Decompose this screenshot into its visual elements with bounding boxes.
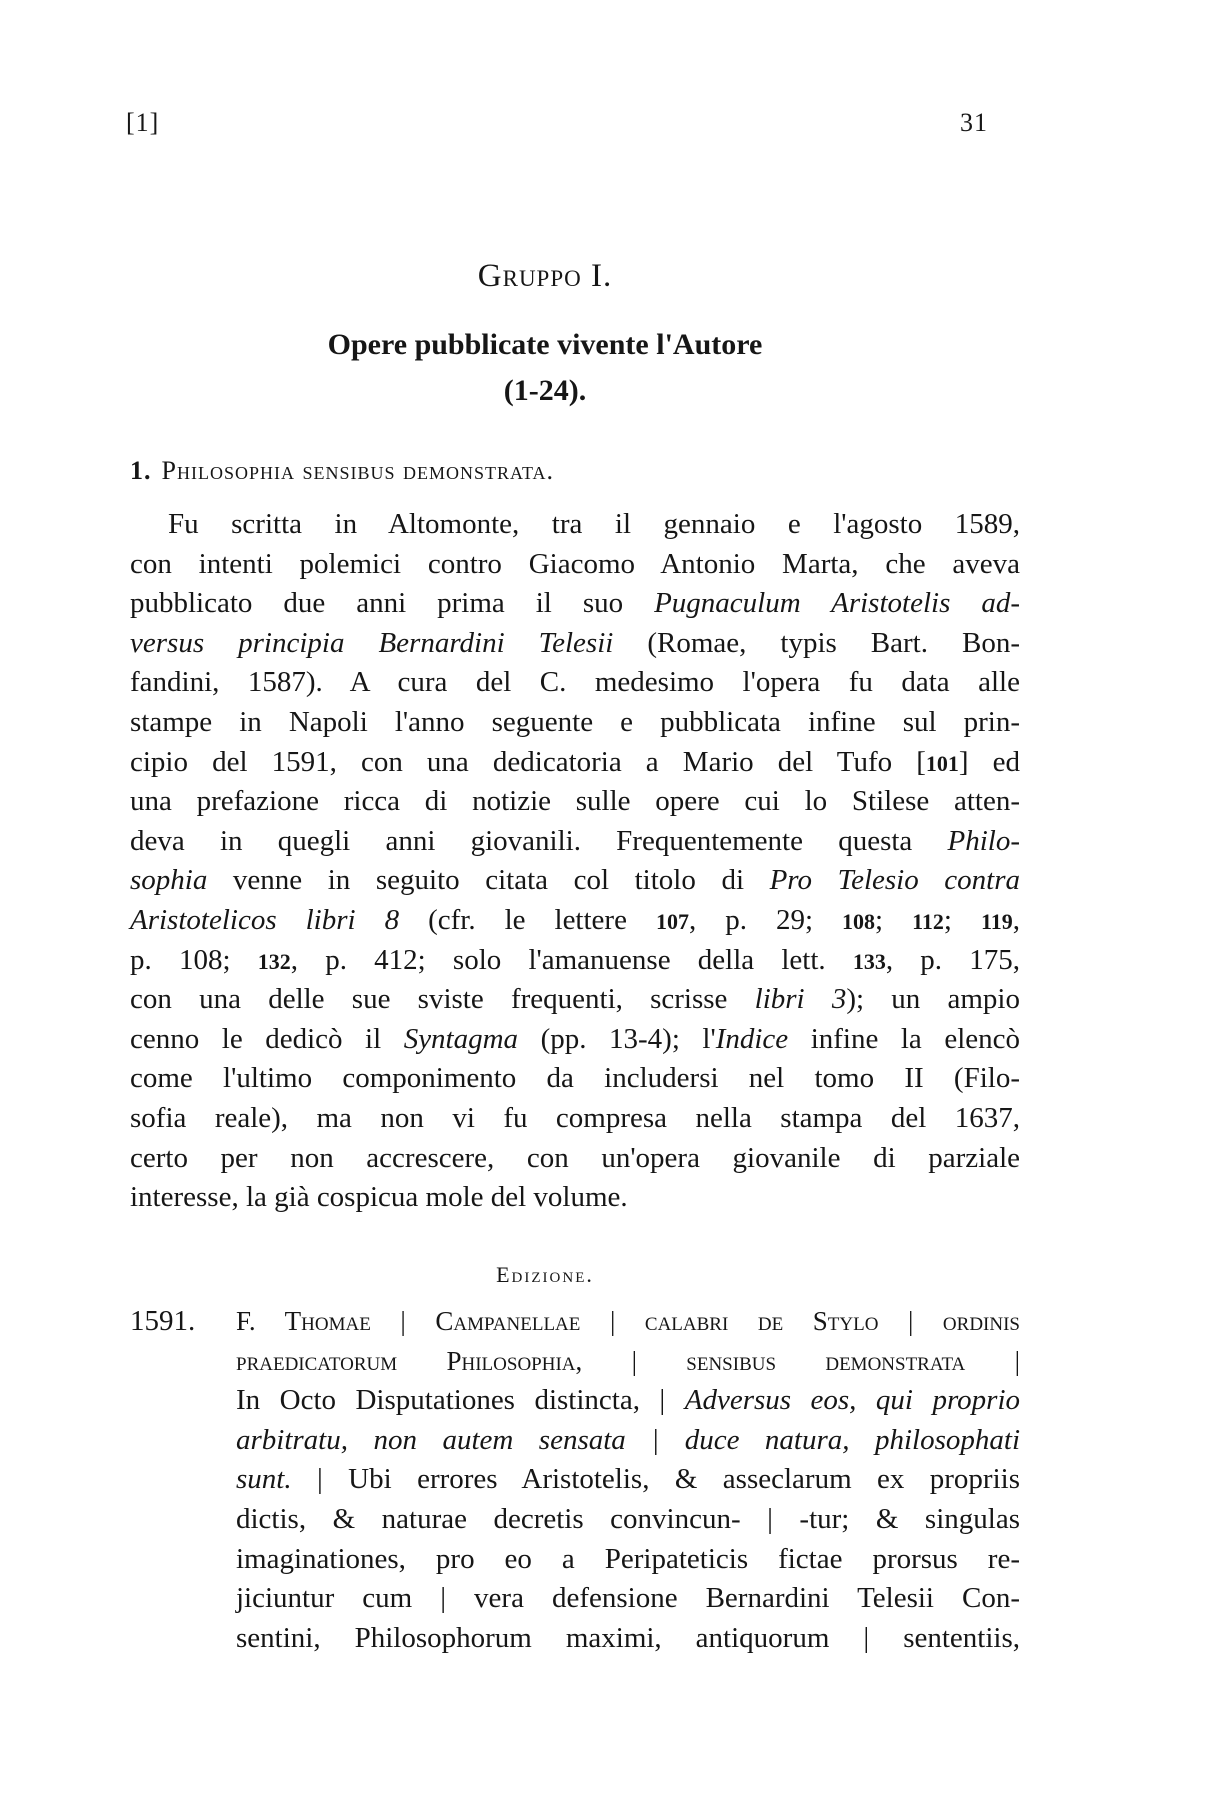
text-line: sophia venne in seguito citata col titolo di Pro Telesio contra [130,864,1021,897]
letter-reference: 107 [655,908,689,934]
text-line: In Octo Disputationes distincta, | Adversus eos, qui proprio [236,1384,1021,1417]
text-line: Fu scritta in Altomonte, tra il gennaio e l'agosto 1589, [168,508,1020,540]
text-line: sentini, Philosophorum maximi, antiquorum | sententiis, [236,1621,1020,1654]
text-line: cipio del 1591, con una dedicatoria a Mario del Tufo [101] ed [130,745,1021,778]
italic-title: Indice [715,1022,789,1055]
letter-reference: 132 [257,948,291,974]
text-line: Aristotelicos libri 8 (cfr. le lettere 107, p. 29; 108; 112; 119, [130,903,1021,936]
letter-reference: 133 [852,948,886,974]
text-line: con una delle sue sviste frequenti, scrisse libri 3); un ampio [130,983,1020,1016]
italic-title: Syntagma [403,1022,519,1055]
group-subtitle [0,322,1090,414]
entry-number: 1. [130,456,152,485]
italic-title: Adversus eos, qui proprio [684,1384,1021,1417]
text-line: pubblicato due anni prima il suo Pugnaculum Aristotelis ad- [130,587,1020,620]
italic-title: Pugnaculum Aristotelis ad- [654,587,1020,620]
entry-title: Philosophia sensibus demonstrata. [161,456,555,485]
entry-heading [130,456,554,486]
text-line: jiciuntur cum | vera defensione Bernardini Telesii Con- [236,1582,1020,1615]
edition-year: 1591. [130,1305,196,1337]
text-line: imaginationes, pro eo a Peripateticis fictae prorsus re- [236,1542,1020,1575]
letter-reference: 101 [925,750,959,776]
italic-title: sophia [130,864,208,897]
italic-title: Aristotelicos libri 8 [130,903,400,936]
body-paragraph [130,505,1020,1218]
text-line: versus principia Bernardini Telesii (Romae, typis Bart. Bon- [130,626,1020,659]
text-line: interesse, la già cospicua mole del volume. [130,1181,628,1214]
group-subtitle-line: Opere pubblicate vivente l'Autore [327,328,763,361]
text-line: certo per non accrescere, con un'opera giovanile di parziale [130,1141,1020,1174]
group-range: (1-24). [503,374,587,407]
letter-reference: 119 [980,908,1013,934]
text-line: p. 108; 132, p. 412; solo l'amanuense della lett. 133, p. 175, [130,943,1021,976]
text-line: deva in quegli anni giovanili. Frequentemente questa Philo- [130,824,1020,857]
text-line: fandini, 1587). A cura del C. medesimo l'opera fu data alle [130,666,1020,699]
page-number: 31 [960,108,988,137]
italic-title: Pro Telesio contra [769,864,1021,897]
text-line: sofia reale), ma non vi fu compresa nella stampa del 1637, [130,1101,1020,1134]
text-line: come l'ultimo componimento da includersi nel tomo II (Filo- [130,1062,1020,1095]
italic-title: libri 3 [754,983,847,1016]
letter-reference: 108 [842,908,876,934]
edition-title-block [236,1302,1020,1658]
text-line: praedicatorum Philosophia, | sensibus demonstrata | [236,1345,1020,1376]
group-title: Gruppo I. [477,258,613,294]
section-heading: Edizione. [496,1262,594,1287]
italic-title: Philo- [947,824,1020,857]
text-line: una prefazione ricca di notizie sulle opere cui lo Stilese atten- [130,785,1020,818]
letter-reference: 112 [912,908,944,934]
text-line: sunt. | Ubi errores Aristotelis, & asseclarum ex propriis [236,1463,1020,1496]
italic-title: sunt. [236,1463,292,1496]
text-line: stampe in Napoli l'anno seguente e pubblicata infine sul prin- [130,705,1020,738]
section-marker: [1] [126,108,160,137]
text-line: dictis, & naturae decretis convincun- | -tur; & singulas [236,1502,1020,1535]
text-line: cenno le dedicò il Syntagma (pp. 13-4); l'Indice infine la elencò [130,1022,1020,1055]
text-line: con intenti polemici contro Giacomo Antonio Marta, che aveva [130,547,1020,580]
text-line: arbitratu, non autem sensata | duce natura, philosophati [236,1423,1020,1456]
italic-title: versus principia Bernardini Telesii [130,626,614,659]
text-line: F. Thomae | Campanellae | calabri de Stylo | ordinis [236,1306,1020,1336]
